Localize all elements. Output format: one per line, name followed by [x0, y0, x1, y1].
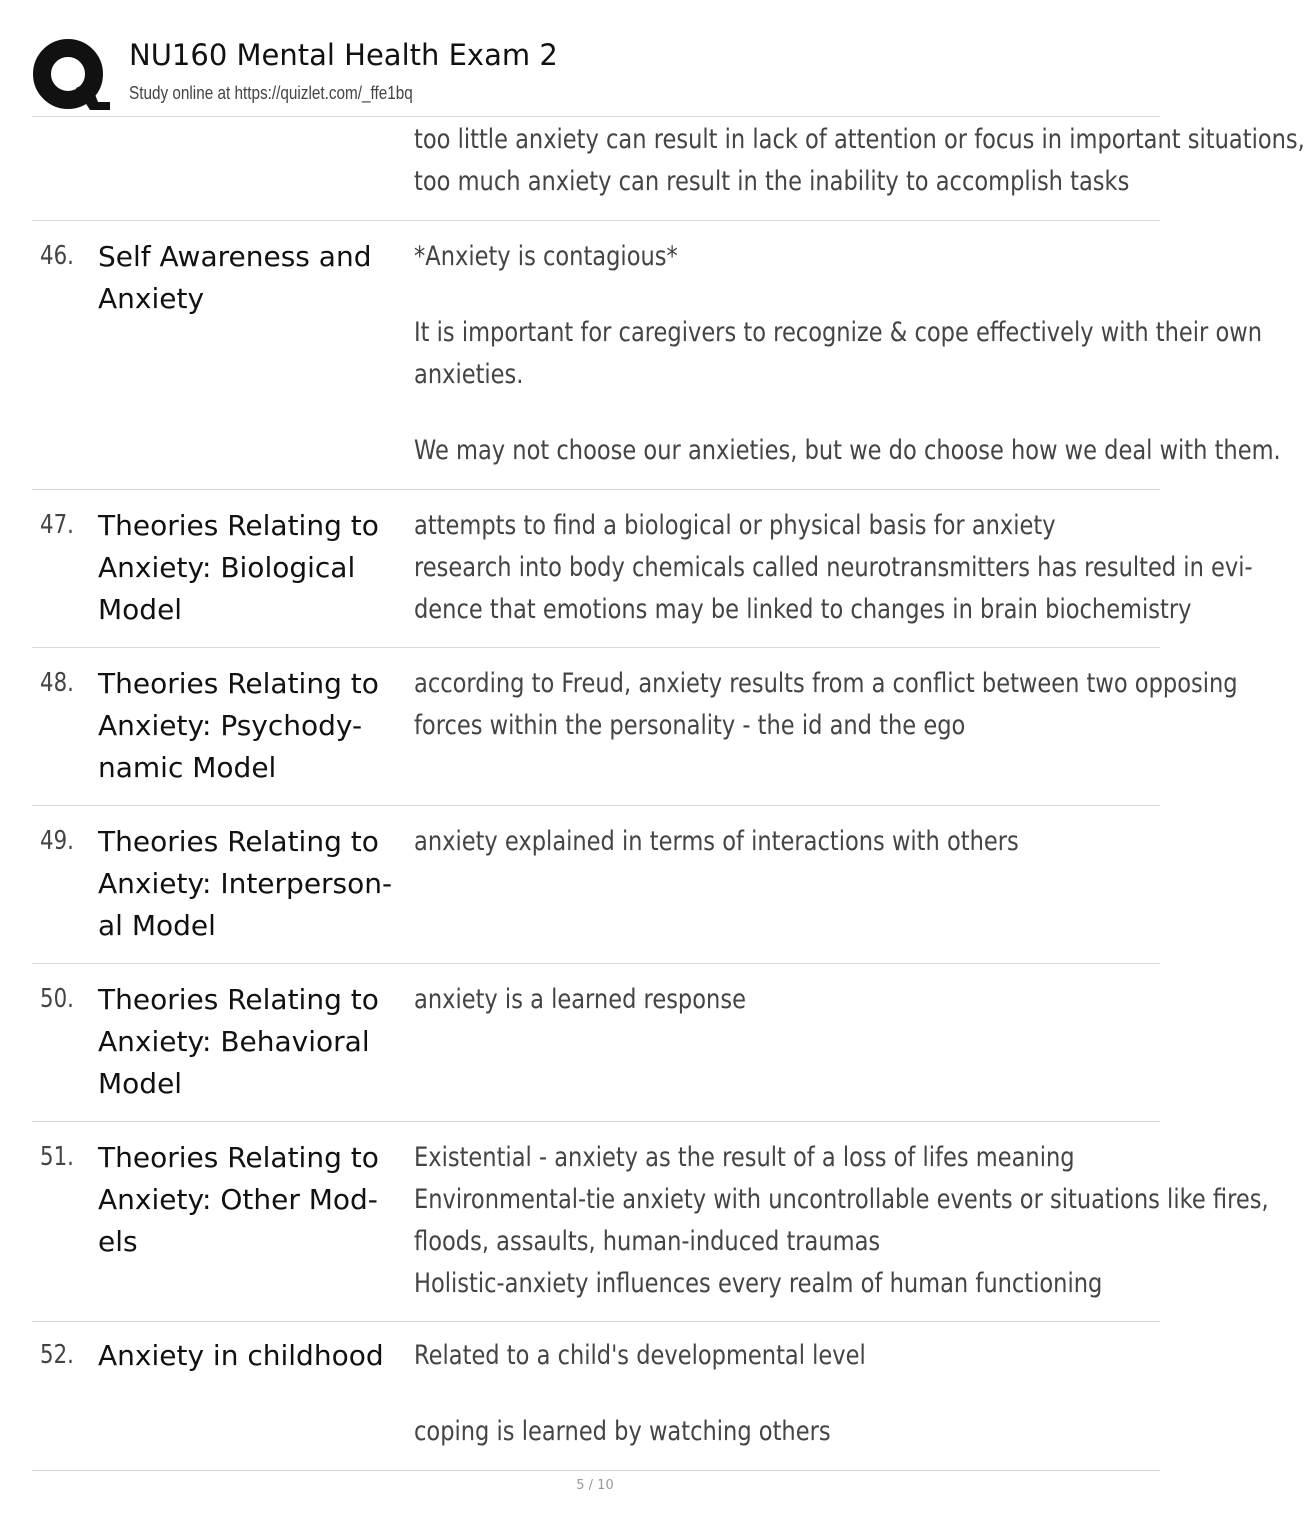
definition-line: anxiety is a learned response — [414, 984, 746, 1015]
definition-line: coping is learned by watching others — [414, 1416, 831, 1447]
card-46 — [32, 221, 1281, 490]
card-48 — [32, 648, 1238, 806]
card-number: 47. — [40, 510, 74, 540]
card-definition — [414, 119, 1305, 203]
card-49 — [32, 806, 1160, 964]
card-number: 49. — [40, 826, 74, 856]
definition-line: It is important for caregivers to recognize & cope effectively with their own — [414, 317, 1262, 348]
document-title: NU160 Mental Health Exam 2 — [129, 38, 558, 72]
card-definition — [414, 505, 1253, 631]
card-number: 46. — [40, 241, 74, 271]
card-definition — [414, 1137, 1269, 1305]
card-definition — [414, 663, 1238, 747]
definition-line: floods, assaults, human-induced traumas — [414, 1226, 881, 1257]
definition-line: attempts to find a biological or physical basis for anxiety — [414, 510, 1056, 541]
definition-line: research into body chemicals called neurotransmitters has resulted in evi- — [414, 552, 1253, 583]
card-definition — [414, 236, 1281, 472]
definition-line: anxieties. — [414, 359, 524, 390]
card-term: Theories Relating to Anxiety: Interperson-al Model — [98, 825, 393, 942]
card-51 — [32, 1122, 1269, 1322]
card-50 — [32, 964, 1160, 1122]
card-number: 50. — [40, 984, 74, 1014]
definition-line: anxiety explained in terms of interactions with others — [414, 826, 1019, 857]
study-online-link[interactable]: Study online at https://quizlet.com/_ffe1bq — [129, 83, 413, 103]
card-term: Theories Relating to Anxiety: Biological Model — [98, 509, 379, 626]
card-number: 52. — [40, 1340, 74, 1370]
definition-line: according to Freud, anxiety results from a conflict between two opposing — [414, 668, 1238, 699]
card-term: Theories Relating to Anxiety: Behavioral Model — [98, 983, 379, 1100]
page-number: 5 / 10 — [576, 1478, 614, 1493]
card-term: Self Awareness and Anxiety — [98, 240, 372, 315]
card-definition — [414, 979, 1149, 1021]
definition-line: Existential - anxiety as the result of a loss of lifes meaning — [414, 1142, 1075, 1173]
definition-line: Related to a child's developmental level — [414, 1340, 866, 1371]
definition-line: forces within the personality - the id and the ego — [414, 710, 966, 741]
definition-line: *Anxiety is contagious* — [414, 241, 678, 272]
page-header — [32, 30, 1160, 117]
definition-line: We may not choose our anxieties, but we do choose how we deal with them. — [414, 435, 1281, 466]
definition-line: too little anxiety can result in lack of attention or focus in important situations, — [414, 124, 1305, 155]
card-continuation — [32, 117, 1305, 221]
definition-line: Holistic-anxiety influences every realm of human functioning — [414, 1268, 1103, 1299]
card-52 — [32, 1322, 1160, 1471]
card-term: Theories Relating to Anxiety: Other Mod-els — [98, 1141, 379, 1258]
definition-line: Environmental-tie anxiety with uncontrollable events or situations like fires, — [414, 1184, 1269, 1215]
card-term: Anxiety in childhood — [98, 1339, 384, 1372]
quizlet-logo-icon — [32, 36, 110, 114]
card-47 — [32, 490, 1253, 648]
card-term: Theories Relating to Anxiety: Psychody-namic Model — [98, 667, 379, 784]
card-definition — [414, 821, 1149, 863]
flashcard-list — [32, 117, 1305, 1471]
card-number: 48. — [40, 668, 74, 698]
card-definition — [414, 1335, 1149, 1453]
card-number: 51. — [40, 1142, 74, 1172]
definition-line: dence that emotions may be linked to changes in brain biochemistry — [414, 594, 1192, 625]
definition-line: too much anxiety can result in the inability to accomplish tasks — [414, 166, 1130, 197]
